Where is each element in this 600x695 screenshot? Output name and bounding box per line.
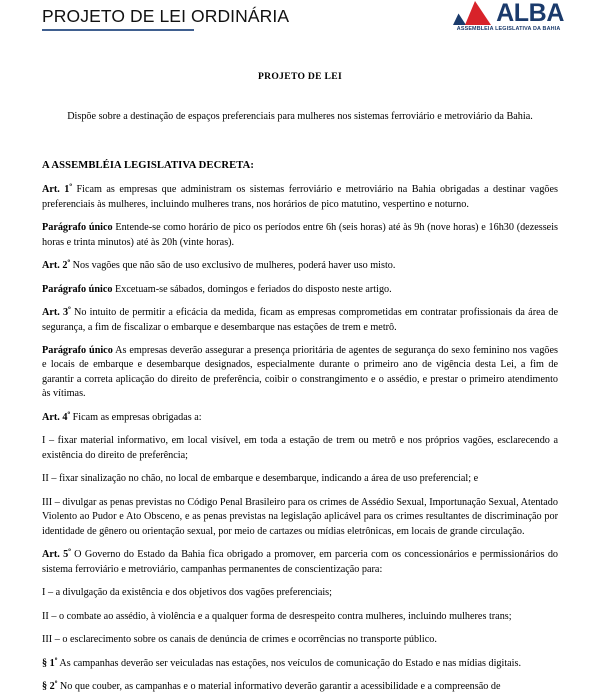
article-text: As campanhas deverão ser veiculadas nas estações, nos veículos de comunicação do Estado e nas mídias digitais. bbox=[57, 657, 522, 669]
article-text: II – o combate ao assédio, à violência e a qualquer forma de desrespeito contra mulheres, incluindo mulheres trans; bbox=[42, 610, 512, 622]
alba-logo bbox=[453, 1, 564, 32]
article-paragraph bbox=[42, 411, 558, 425]
article-text: O Governo do Estado da Bahia fica obrigado a promover, em parceria com os concessionários e permissionários do sistema ferroviário e metroviário, campanhas permanentes de conscientização para: bbox=[42, 549, 559, 575]
ordinal-marker: º bbox=[54, 655, 58, 665]
article-label: Art. $5^º$ bbox=[42, 547, 71, 561]
article-paragraph bbox=[42, 306, 558, 335]
decreta-heading: A ASSEMBLÉIA LEGISLATIVA DECRETA: bbox=[42, 160, 255, 172]
article-text: Excetuam-se sábados, domingos e feriados do disposto neste artigo. bbox=[112, 283, 392, 295]
alba-triangle-icon bbox=[453, 1, 493, 25]
article-text: III – o esclarecimento sobre os canais de denúncia de crimes e ocorrências no transporte público. bbox=[42, 634, 437, 646]
article-paragraph bbox=[42, 680, 558, 694]
article-label: § $1^º$ bbox=[42, 655, 58, 669]
ordinal-marker: º bbox=[68, 547, 71, 557]
article-paragraph bbox=[42, 657, 558, 671]
article-paragraph bbox=[42, 586, 558, 600]
document-ementa: Dispõe sobre a destinação de espaços preferenciais para mulheres nos sistemas ferroviário e metroviário da Bahia. bbox=[67, 110, 533, 122]
article-paragraph bbox=[42, 283, 558, 297]
article-paragraph bbox=[42, 548, 558, 577]
article-text: I – fixar material informativo, em local visível, em toda a estação de trem ou metrô e nos próprios vagões, esclarecendo a existência do direito de preferência; bbox=[42, 435, 558, 461]
article-text: Nos vagões que não são de uso exclusivo de mulheres, poderá haver uso misto. bbox=[70, 260, 396, 272]
article-paragraph bbox=[42, 344, 558, 402]
article-label: Art. $2^º$ bbox=[42, 258, 71, 272]
document-header bbox=[0, 0, 600, 56]
article-paragraph bbox=[42, 496, 558, 539]
article-text: As empresas deverão assegurar a presença prioritária de agentes de segurança do sexo feminino nos vagões e locais de embarque e desembarque designados, especialmente durante o primeiro ano de vigência desta Lei, a fim de garantir a correta aplicação do direito de preferência, coibir o constrangimento e o assédio, e prestar o primeiro atendimento às vítimas. bbox=[42, 345, 559, 400]
article-label: Art. $4^º$ bbox=[42, 410, 71, 423]
article-paragraph bbox=[42, 472, 558, 486]
article-label: Art. $3^º$ bbox=[42, 305, 71, 319]
article-paragraph bbox=[42, 221, 558, 250]
article-text: No intuito de permitir a eficácia da medida, ficam as empresas comprometidas em contratar profissionais da área de segurança, a fim de fiscalizar o embarque e desembarque nas estações de trem e metrô. bbox=[42, 307, 558, 333]
ordinal-marker: º bbox=[67, 258, 71, 268]
article-label: Parágrafo único bbox=[42, 283, 113, 295]
title-underline-rule bbox=[42, 29, 194, 31]
article-paragraph bbox=[42, 183, 558, 212]
article-text: Entende-se como horário de pico os períodos entre 6h (seis horas) até às 9h (nove horas) e 16h30 (dezesseis horas e trinta minutos) até às 20h (vinte horas). bbox=[42, 222, 558, 248]
article-paragraph bbox=[42, 259, 558, 273]
article-label: Art. $1^º$ bbox=[42, 182, 72, 196]
logo-top-row bbox=[453, 1, 564, 25]
article-paragraph bbox=[42, 633, 558, 647]
document-title: PROJETO DE LEI bbox=[258, 71, 342, 82]
ordinal-marker: º bbox=[67, 410, 71, 420]
page-title: PROJETO DE LEI ORDINÁRIA bbox=[42, 6, 290, 26]
article-text: Ficam as empresas que administram os sistemas ferroviário e metroviário na Bahia obrigadas a destinar vagões preferenciais às mulheres, incluindo mulheres trans, nos horários de pico matutino, vespertino e noturno. bbox=[42, 184, 558, 210]
logo-wordmark: ALBA bbox=[496, 0, 564, 27]
logo-subtitle: ASSEMBLEIA LEGISLATIVA DA BAHIA bbox=[456, 26, 561, 32]
article-label: Parágrafo único bbox=[42, 222, 113, 234]
header-title-block bbox=[42, 6, 289, 31]
ordinal-marker: º bbox=[68, 305, 71, 315]
article-text: No que couber, as campanhas e o material informativo deverão garantir a acessibilidade e a compreensão de bbox=[57, 681, 501, 693]
article-text: II – fixar sinalização no chão, no local de embarque e desembarque, indicando a área de uso preferencial; e bbox=[42, 473, 479, 485]
article-paragraph bbox=[42, 610, 558, 624]
article-label: Parágrafo único bbox=[42, 345, 113, 356]
article-label: § $2^º$ bbox=[42, 679, 58, 693]
ordinal-marker: º bbox=[69, 182, 72, 192]
ordinal-marker: º bbox=[54, 679, 58, 689]
article-text: Ficam as empresas obrigadas a: bbox=[70, 411, 202, 423]
article-list bbox=[42, 183, 558, 695]
article-text: I – a divulgação da existência e dos objetivos dos vagões preferenciais; bbox=[42, 587, 332, 599]
document-body bbox=[0, 70, 600, 695]
article-paragraph bbox=[42, 434, 558, 463]
article-text: III – divulgar as penas previstas no Código Penal Brasileiro para os crimes de Assédio Sexual, Importunação Sexual, Atentado Violento ao Pudor e Ato Obsceno, e as penas previstas na legislação aplicável para os crimes resultantes de discriminação por identidade de gênero ou orientação sexual, por meio de cartazes ou mídias eletrônicas, em locais de grande circulação. bbox=[42, 496, 558, 537]
